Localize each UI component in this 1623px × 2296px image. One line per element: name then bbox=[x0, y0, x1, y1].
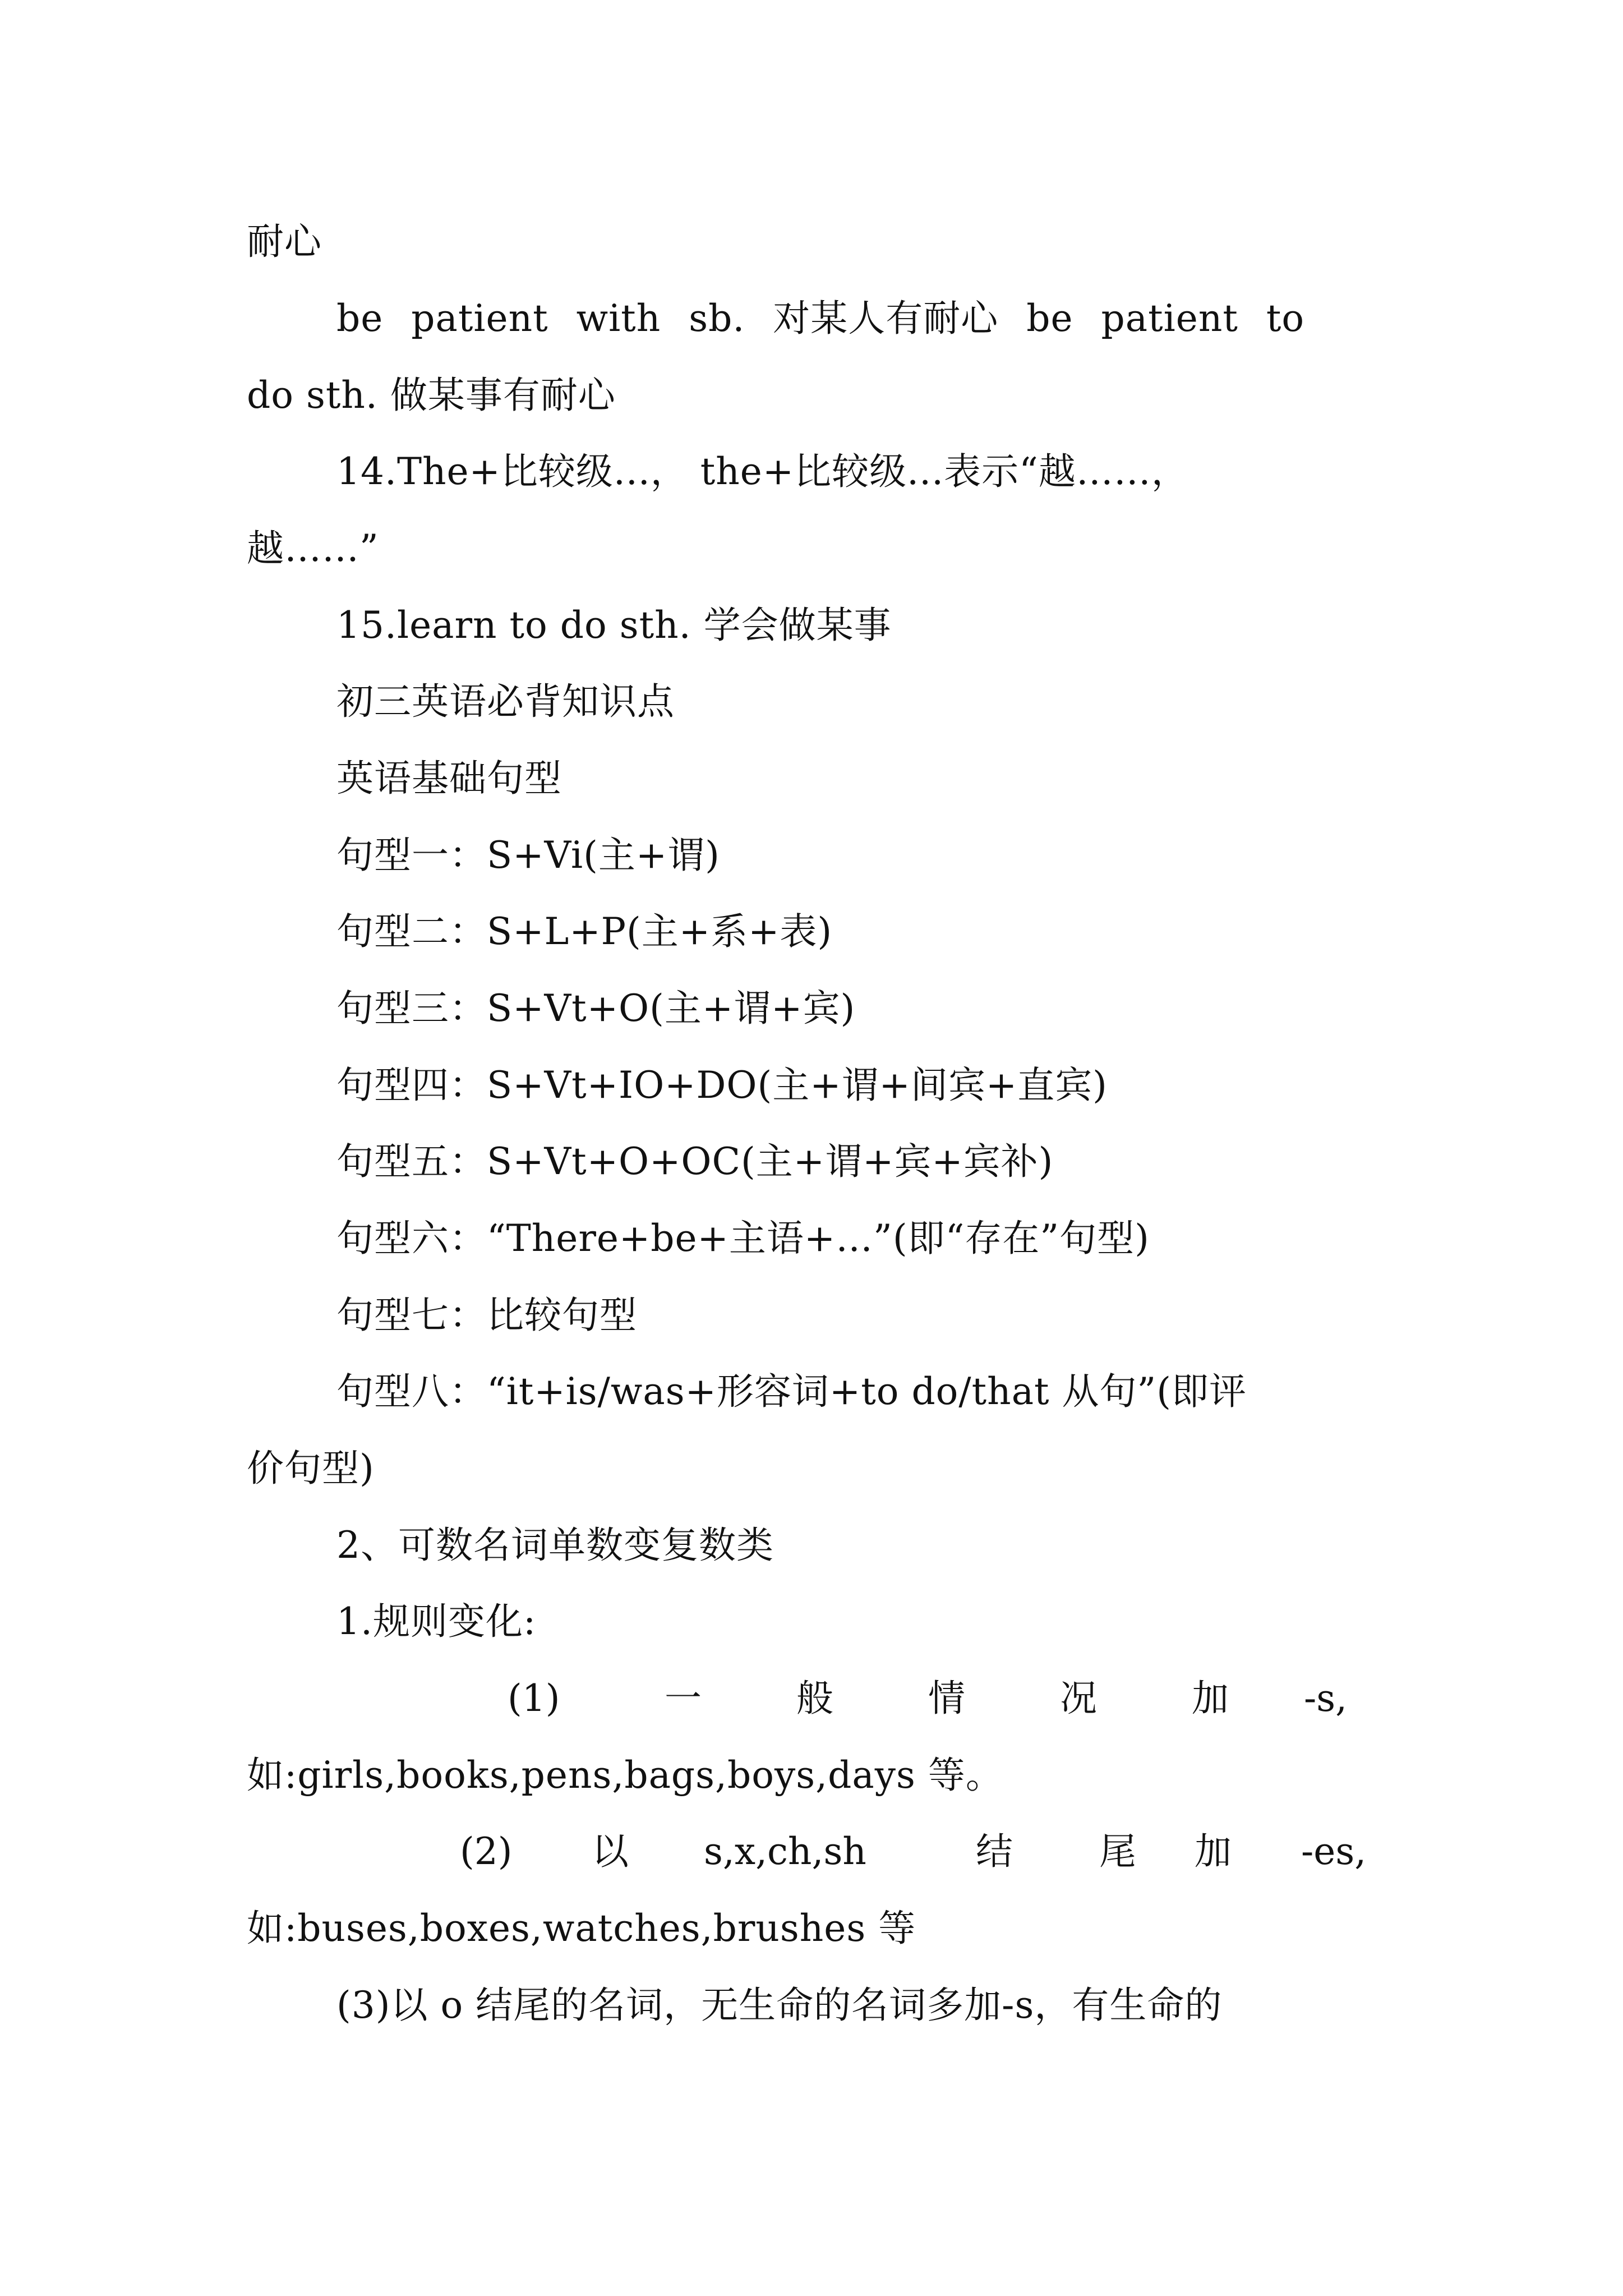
text-line: 价句型) bbox=[247, 1447, 375, 1490]
text-line: 1.规则变化: bbox=[336, 1600, 537, 1643]
text-line: 句型五：S+Vt+O+OC(主+谓+宾+宾补) bbox=[336, 1140, 1054, 1183]
text-line: be patient with sb. 对某人有耐心 be patient to bbox=[336, 297, 1305, 340]
text-line: 如:buses,boxes,watches,brushes 等 bbox=[247, 1907, 916, 1950]
rule-fragment: 加 bbox=[1195, 1830, 1232, 1873]
rule-fragment: 结 bbox=[976, 1830, 1013, 1873]
rule-fragment: 以 bbox=[592, 1830, 629, 1873]
justified-rule-line bbox=[0, 1677, 1623, 1720]
section-heading: 初三英语必背知识点 bbox=[336, 680, 675, 723]
section-heading: 英语基础句型 bbox=[336, 757, 562, 800]
rule-fragment: 情 bbox=[928, 1677, 965, 1720]
rule-fragment: (1) bbox=[508, 1677, 560, 1720]
rule-fragment: 加 bbox=[1192, 1677, 1229, 1720]
rule-fragment: 尾 bbox=[1099, 1830, 1136, 1873]
rule-fragment: 般 bbox=[796, 1677, 833, 1720]
text-line: 15.learn to do sth. 学会做某事 bbox=[336, 604, 892, 647]
section-heading: 2、可数名词单数变复数类 bbox=[336, 1524, 774, 1567]
text-line: 耐心 bbox=[247, 220, 322, 263]
text-line: 如:girls,books,pens,bags,boys,days 等。 bbox=[247, 1754, 1003, 1797]
justified-rule-line bbox=[0, 1830, 1623, 1873]
rule-fragment: -es, bbox=[1301, 1830, 1367, 1873]
text-line: 句型八：“it+is/was+形容词+to do/that 从句”(即评 bbox=[336, 1370, 1247, 1413]
rule-fragment: 一 bbox=[665, 1677, 702, 1720]
text-line: do sth. 做某事有耐心 bbox=[247, 374, 616, 417]
rule-fragment: 况 bbox=[1060, 1677, 1097, 1720]
text-line: 14.The+比较级...， the+比较级...表示“越……， bbox=[336, 450, 1189, 493]
text-line: 越……” bbox=[247, 527, 379, 570]
text-line: 句型三：S+Vt+O(主+谓+宾) bbox=[336, 987, 856, 1030]
rule-fragment: -s, bbox=[1304, 1677, 1348, 1720]
text-line: 句型六：“There+be+主语+…”(即“存在”句型) bbox=[336, 1217, 1150, 1260]
text-line: 句型一：S+Vi(主+谓) bbox=[336, 834, 720, 877]
rule-fragment: (2) bbox=[460, 1830, 513, 1873]
text-line: 句型二：S+L+P(主+系+表) bbox=[336, 910, 833, 953]
text-line: (3)以 o 结尾的名词，无生命的名词多加-s，有生命的 bbox=[336, 1984, 1223, 2027]
rule-fragment: s,x,ch,sh bbox=[704, 1830, 866, 1873]
text-line: 句型四：S+Vt+IO+DO(主+谓+间宾+直宾) bbox=[336, 1064, 1108, 1107]
text-line: 句型七：比较句型 bbox=[336, 1294, 637, 1337]
